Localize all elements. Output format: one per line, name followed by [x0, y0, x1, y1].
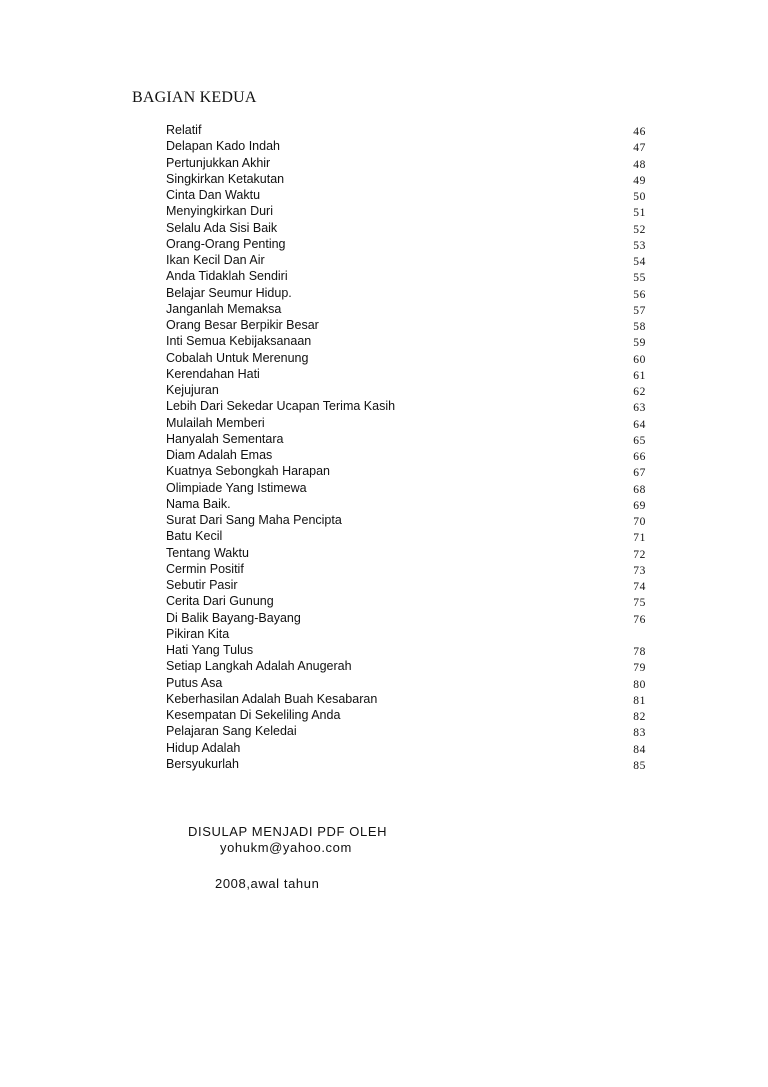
credit-email: yohukm@yahoo.com: [220, 840, 352, 855]
toc-entry-title: Setiap Langkah Adalah Anugerah: [166, 659, 352, 674]
toc-entry-page: 71: [633, 532, 646, 545]
toc-entry-title: Anda Tidaklah Sendiri: [166, 269, 288, 284]
toc-entry-title: Lebih Dari Sekedar Ucapan Terima Kasih: [166, 399, 396, 414]
toc-entry: [166, 528, 648, 544]
toc-entry-title: Hidup Adalah: [166, 740, 241, 755]
toc-entry-title: Kuatnya Sebongkah Harapan: [166, 464, 331, 479]
toc-entry-title: Relatif: [166, 123, 202, 137]
toc-entry: [166, 561, 648, 577]
toc-entry-page: 61: [633, 369, 646, 382]
toc-entry-title: Kesempatan Di Sekeliling Anda: [166, 708, 341, 722]
toc-entry: [166, 642, 648, 658]
toc-entry-title: Hanyalah Sementara: [166, 431, 284, 446]
toc-entry: [166, 463, 648, 479]
toc-entry-page: 59: [633, 337, 646, 350]
toc-entry-page: 50: [633, 191, 646, 203]
toc-entry: [166, 333, 648, 349]
toc-entry-title: Cinta Dan Waktu: [166, 188, 261, 202]
toc-entry-title: Surat Dari Sang Maha Pencipta: [166, 513, 342, 527]
toc-entry: [166, 691, 648, 707]
toc-entry: [166, 675, 648, 691]
toc-entry-page: 84: [633, 743, 646, 756]
toc-entry-page: 79: [633, 662, 646, 675]
toc-entry-page: 85: [633, 759, 646, 772]
toc-entry: [166, 480, 648, 496]
toc-entry-page: 46: [633, 126, 646, 138]
toc-entry-page: 58: [633, 321, 646, 333]
toc-entry-title: Orang-Orang Penting: [166, 236, 286, 251]
toc-entry: [166, 756, 648, 772]
toc-entry: [166, 122, 648, 138]
toc-entry-page: 57: [633, 304, 646, 317]
toc-entry-title: Selalu Ada Sisi Baik: [166, 220, 278, 235]
toc-entry: [166, 512, 648, 528]
toc-entry: [166, 447, 648, 463]
toc-entry-page: 78: [633, 646, 646, 658]
toc-entry-title: Pikiran Kita: [166, 626, 230, 641]
toc-entry: [166, 577, 648, 593]
toc-entry: [166, 593, 648, 609]
toc-entry-title: Orang Besar Berpikir Besar: [166, 318, 319, 332]
toc-entry: [166, 707, 648, 723]
toc-entry-page: 83: [633, 727, 646, 740]
toc-entry: [166, 740, 648, 756]
toc-entry: [166, 236, 648, 252]
toc-entry-page: 82: [633, 711, 646, 723]
toc-entry-title: Keberhasilan Adalah Buah Kesabaran: [166, 691, 378, 706]
toc-entry: [166, 366, 648, 382]
toc-entry-page: 76: [633, 613, 646, 626]
toc-entry: [166, 268, 648, 284]
toc-entry-page: 63: [633, 402, 646, 415]
toc-entry-page: 54: [633, 256, 646, 268]
toc-entry-page: 52: [633, 223, 646, 236]
toc-entry-title: Nama Baik.: [166, 496, 231, 511]
section-title: BAGIAN KEDUA: [132, 89, 257, 106]
toc-entry-title: Ikan Kecil Dan Air: [166, 253, 265, 267]
toc-entry-page: 74: [633, 581, 646, 593]
toc-entry-title: Bersyukurlah: [166, 756, 239, 771]
toc-entry-title: Mulailah Memberi: [166, 415, 265, 430]
toc-entry-page: 62: [633, 386, 646, 398]
toc-entry-title: Menyingkirkan Duri: [166, 204, 273, 219]
toc-entry-page: 73: [633, 564, 646, 577]
toc-entry-title: Inti Semua Kebijaksanaan: [166, 334, 312, 349]
toc-entry: [166, 285, 648, 301]
toc-entry-page: 67: [633, 467, 646, 480]
toc-entry-title: Di Balik Bayang-Bayang: [166, 610, 301, 625]
toc-entry: [166, 317, 648, 333]
toc-entry-title: Batu Kecil: [166, 529, 223, 544]
toc-entry-title: Cobalah Untuk Merenung: [166, 350, 309, 365]
toc-entry-page: 60: [633, 353, 646, 366]
toc-entry-page: 51: [633, 207, 646, 220]
credit-converted-by: DISULAP MENJADI PDF OLEH: [188, 824, 388, 839]
toc-entry-title: Kerendahan Hati: [166, 366, 260, 381]
toc-entry: [166, 220, 648, 236]
toc-entry-title: Kejujuran: [166, 383, 219, 397]
toc-entry-page: 72: [633, 548, 646, 561]
toc-entry: [166, 658, 648, 674]
toc-entry-title: Pelajaran Sang Keledai: [166, 724, 297, 739]
toc-entry: [166, 301, 648, 317]
toc-entry: [166, 203, 648, 219]
toc-entry-title: Delapan Kado Indah: [166, 139, 280, 154]
toc-entry-title: Sebutir Pasir: [166, 578, 238, 592]
toc-entry: [166, 350, 648, 366]
toc-entry: [166, 626, 648, 642]
toc-entry-page: 69: [633, 499, 646, 512]
toc-entry-page: 53: [633, 239, 646, 252]
toc-entry: [166, 171, 648, 187]
toc-entry: [166, 415, 648, 431]
toc-entry: [166, 610, 648, 626]
toc-entry-page: 48: [633, 158, 646, 171]
credit-date: 2008,awal tahun: [215, 876, 320, 891]
toc-entry: [166, 187, 648, 203]
toc-entry-page: 68: [633, 483, 646, 496]
toc-entry-title: Olimpiade Yang Istimewa: [166, 480, 307, 495]
toc-entry-title: Cermin Positif: [166, 561, 244, 576]
toc-entry-title: Putus Asa: [166, 675, 223, 690]
toc-entry: [166, 398, 648, 414]
toc-entry-page: 65: [633, 434, 646, 447]
toc-entry: [166, 545, 648, 561]
toc-entry: [166, 382, 648, 398]
toc-entry-title: Singkirkan Ketakutan: [166, 171, 285, 186]
toc-entry-page: 64: [633, 418, 646, 431]
toc-entry-title: Belajar Seumur Hidup.: [166, 285, 292, 300]
toc-entry: [166, 252, 648, 268]
toc-entry-title: Cerita Dari Gunung: [166, 594, 274, 609]
toc-entry-title: Tentang Waktu: [166, 545, 249, 560]
toc-entry-page: 66: [633, 451, 646, 463]
toc-entry-page: 49: [633, 174, 646, 187]
toc-entry-title: Diam Adalah Emas: [166, 448, 273, 462]
table-of-contents: [166, 122, 648, 772]
toc-entry: [166, 496, 648, 512]
toc-entry: [166, 723, 648, 739]
toc-entry-page: 75: [633, 597, 646, 610]
toc-entry-page: 70: [633, 516, 646, 528]
toc-entry-page: 47: [633, 142, 646, 155]
toc-entry-page: 55: [633, 272, 646, 285]
toc-entry-page: 81: [633, 694, 646, 707]
toc-entry-page: 80: [633, 678, 646, 691]
toc-entry-title: Janganlah Memaksa: [166, 301, 282, 316]
toc-entry-title: Hati Yang Tulus: [166, 643, 254, 657]
toc-entry: [166, 138, 648, 154]
toc-entry: [166, 431, 648, 447]
toc-entry-title: Pertunjukkan Akhir: [166, 155, 271, 170]
toc-entry: [166, 155, 648, 171]
toc-entry-page: 56: [633, 288, 646, 301]
